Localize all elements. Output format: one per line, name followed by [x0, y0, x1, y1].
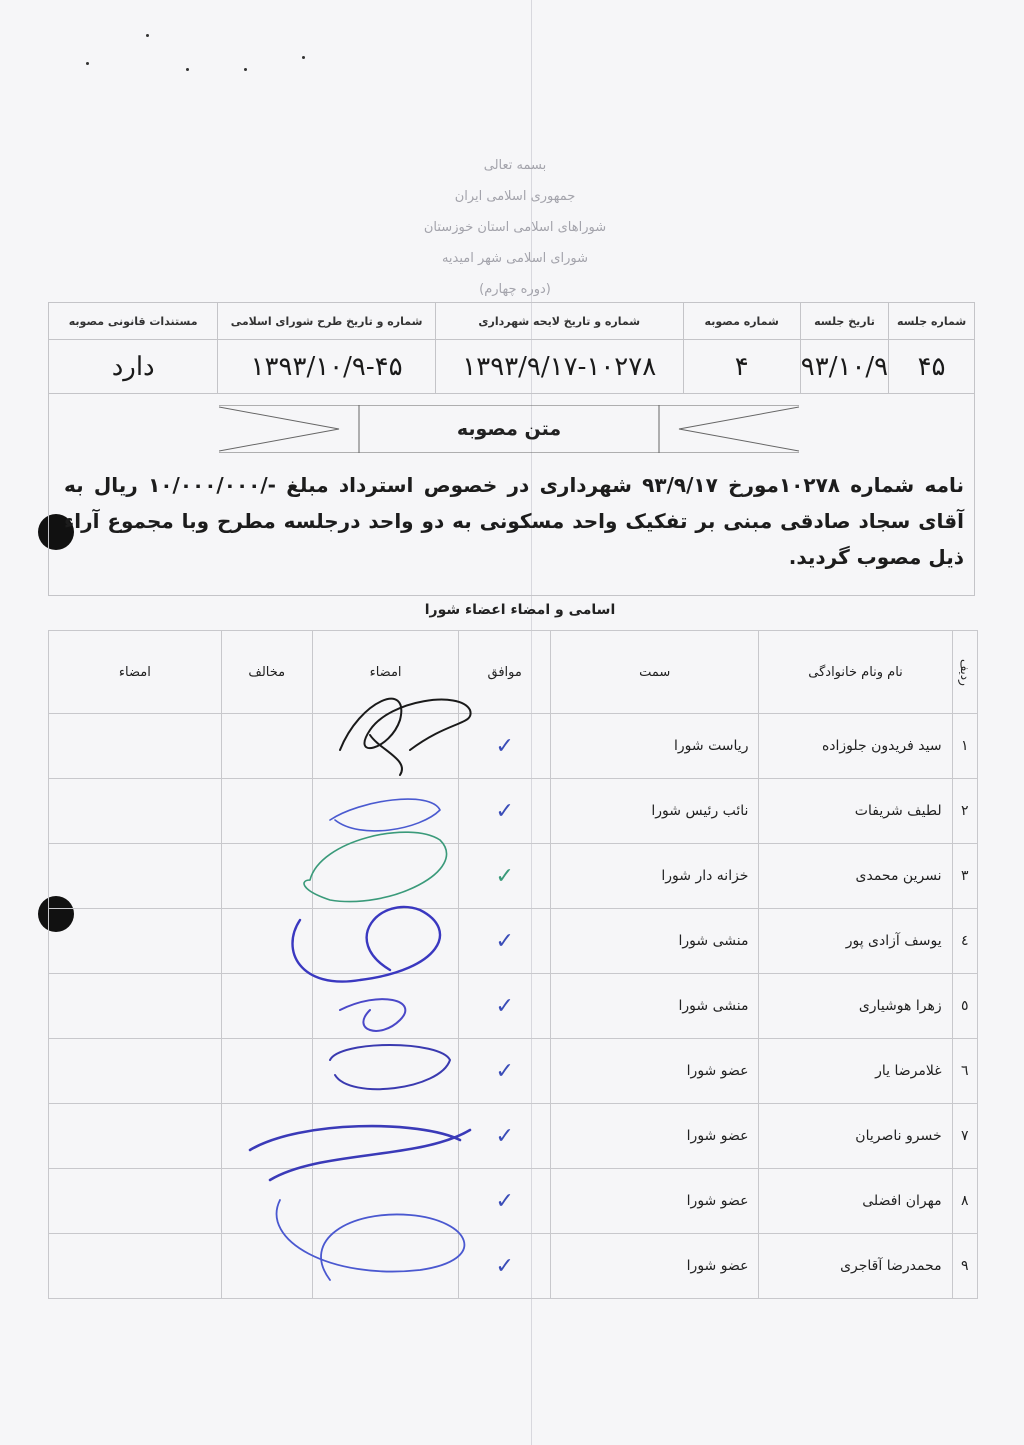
resolution-title: متن مصوبه [456, 418, 562, 440]
value-legal-docs: دارد [49, 340, 218, 394]
value-session-date: ۹۳/۱۰/۹ [800, 340, 888, 394]
member-name: زهرا هوشیاری [759, 974, 952, 1039]
member-idx: ٤ [952, 909, 977, 974]
member-against [221, 909, 312, 974]
member-row [49, 1104, 978, 1169]
member-signature [312, 1234, 459, 1299]
member-row [49, 1234, 978, 1299]
letterhead-term: (دوره چهارم) [479, 282, 551, 297]
members-table [48, 630, 978, 1299]
letterhead-province-councils: شوراهای اسلامی استان خوزستان [423, 220, 607, 235]
col-idx-header: ردیف [952, 631, 977, 714]
value-bill-no-date: ۱۳۹۳/۹/۱۷-۱۰۲۷۸ [435, 340, 683, 394]
col-role-header: سمت [550, 631, 759, 714]
col-sign2-header: امضاء [49, 631, 222, 714]
session-info-value-row [49, 340, 975, 394]
member-agree-check: ✓ [459, 1104, 550, 1169]
member-against-signature [49, 974, 222, 1039]
member-row [49, 844, 978, 909]
member-against-signature [49, 779, 222, 844]
member-against-signature [49, 844, 222, 909]
scan-speck [146, 34, 149, 37]
member-row [49, 909, 978, 974]
member-against [221, 714, 312, 779]
member-against-signature [49, 1039, 222, 1104]
member-against-signature [49, 1169, 222, 1234]
member-idx: ۸ [952, 1169, 977, 1234]
member-name: لطیف شریفات [759, 779, 952, 844]
member-role: عضو شورا [550, 1169, 759, 1234]
letterhead-city-council: شورای اسلامی شهر امیدیه [441, 251, 589, 266]
member-agree-check: ✓ [459, 779, 550, 844]
member-row [49, 779, 978, 844]
member-role: خزانه دار شورا [550, 844, 759, 909]
member-role: منشی شورا [550, 909, 759, 974]
member-idx: ٦ [952, 1039, 977, 1104]
member-agree-check: ✓ [459, 1039, 550, 1104]
member-against-signature [49, 909, 222, 974]
member-idx: ۷ [952, 1104, 977, 1169]
member-agree-check: ✓ [459, 1234, 550, 1299]
member-role: نائب رئیس شورا [550, 779, 759, 844]
member-name: یوسف آزادی پور [759, 909, 952, 974]
member-signature [312, 779, 459, 844]
scan-speck [86, 62, 89, 65]
member-against-signature [49, 1104, 222, 1169]
member-idx: ٥ [952, 974, 977, 1039]
scan-speck [186, 68, 189, 71]
letterhead [380, 150, 650, 305]
member-signature [312, 1104, 459, 1169]
header-session-date: تاریخ جلسه [800, 303, 888, 340]
member-signature [312, 974, 459, 1039]
resolution-box [48, 391, 975, 596]
member-idx: ۲ [952, 779, 977, 844]
value-plan-no-date: ۱۳۹۳/۱۰/۹-۴۵ [218, 340, 436, 394]
member-role: منشی شورا [550, 974, 759, 1039]
member-role: عضو شورا [550, 1104, 759, 1169]
member-row [49, 974, 978, 1039]
member-role: ریاست شورا [550, 714, 759, 779]
value-resolution-no: ۴ [683, 340, 800, 394]
member-against [221, 1039, 312, 1104]
header-legal-docs: مستندات قانونی مصوبه [49, 303, 218, 340]
member-agree-check: ✓ [459, 844, 550, 909]
member-against-signature [49, 714, 222, 779]
member-idx: ۱ [952, 714, 977, 779]
letterhead-basmala: بسمه تعالی [483, 158, 547, 173]
col-against-header: مخالف [221, 631, 312, 714]
member-against [221, 1234, 312, 1299]
member-role: عضو شورا [550, 1039, 759, 1104]
member-row [49, 714, 978, 779]
member-name: غلامرضا یار [759, 1039, 952, 1104]
col-sign-header: امضاء [312, 631, 459, 714]
resolution-body: نامه شماره ۱۰۲۷۸مورخ ۹۳/۹/۱۷ شهرداری در خصوص استرداد مبلغ -/۱۰/۰۰۰/۰۰۰ ریال به آقای سجاد صادقی مبنی بر تفکیک واحد مسکونی به دو واحد درجلسه مطرح وبا مجموع آراء ذیل مصوب گردید. [64, 473, 964, 569]
scan-speck [302, 56, 305, 59]
member-against [221, 1169, 312, 1234]
member-signature [312, 1039, 459, 1104]
member-name: مهران افضلی [759, 1169, 952, 1234]
member-agree-check: ✓ [459, 909, 550, 974]
member-role: عضو شورا [550, 1234, 759, 1299]
members-header-row [49, 631, 978, 714]
session-info-table [48, 302, 975, 394]
member-against [221, 779, 312, 844]
member-against-signature [49, 1234, 222, 1299]
members-title: اسامی و امضاء اعضاء شورا [424, 602, 616, 618]
header-session-no: شماره جلسه [889, 303, 975, 340]
member-signature [312, 1169, 459, 1234]
member-agree-check: ✓ [459, 1169, 550, 1234]
scan-speck [244, 68, 247, 71]
member-row [49, 1169, 978, 1234]
member-name: نسرین محمدی [759, 844, 952, 909]
resolution-title-bar [219, 405, 799, 453]
member-row [49, 1039, 978, 1104]
header-bill-no-date: شماره و تاریخ لایحه شهرداری [435, 303, 683, 340]
header-resolution-no: شماره مصوبه [683, 303, 800, 340]
member-name: محمدرضا آقاجری [759, 1234, 952, 1299]
letterhead-country: جمهوری اسلامی ایران [454, 189, 576, 204]
member-name: خسرو ناصریان [759, 1104, 952, 1169]
member-agree-check: ✓ [459, 714, 550, 779]
session-info-header-row [49, 303, 975, 340]
member-signature [312, 714, 459, 779]
member-against [221, 974, 312, 1039]
member-against [221, 844, 312, 909]
member-agree-check: ✓ [459, 974, 550, 1039]
col-agree-header: موافق [459, 631, 550, 714]
header-plan-no-date: شماره و تاریخ طرح شورای اسلامی [218, 303, 436, 340]
member-signature [312, 844, 459, 909]
member-against [221, 1104, 312, 1169]
member-idx: ۳ [952, 844, 977, 909]
value-session-no: ۴۵ [889, 340, 975, 394]
member-name: سید فریدون جلوزاده [759, 714, 952, 779]
member-idx: ۹ [952, 1234, 977, 1299]
member-signature [312, 909, 459, 974]
col-name-header: نام ونام خانوادگی [759, 631, 952, 714]
